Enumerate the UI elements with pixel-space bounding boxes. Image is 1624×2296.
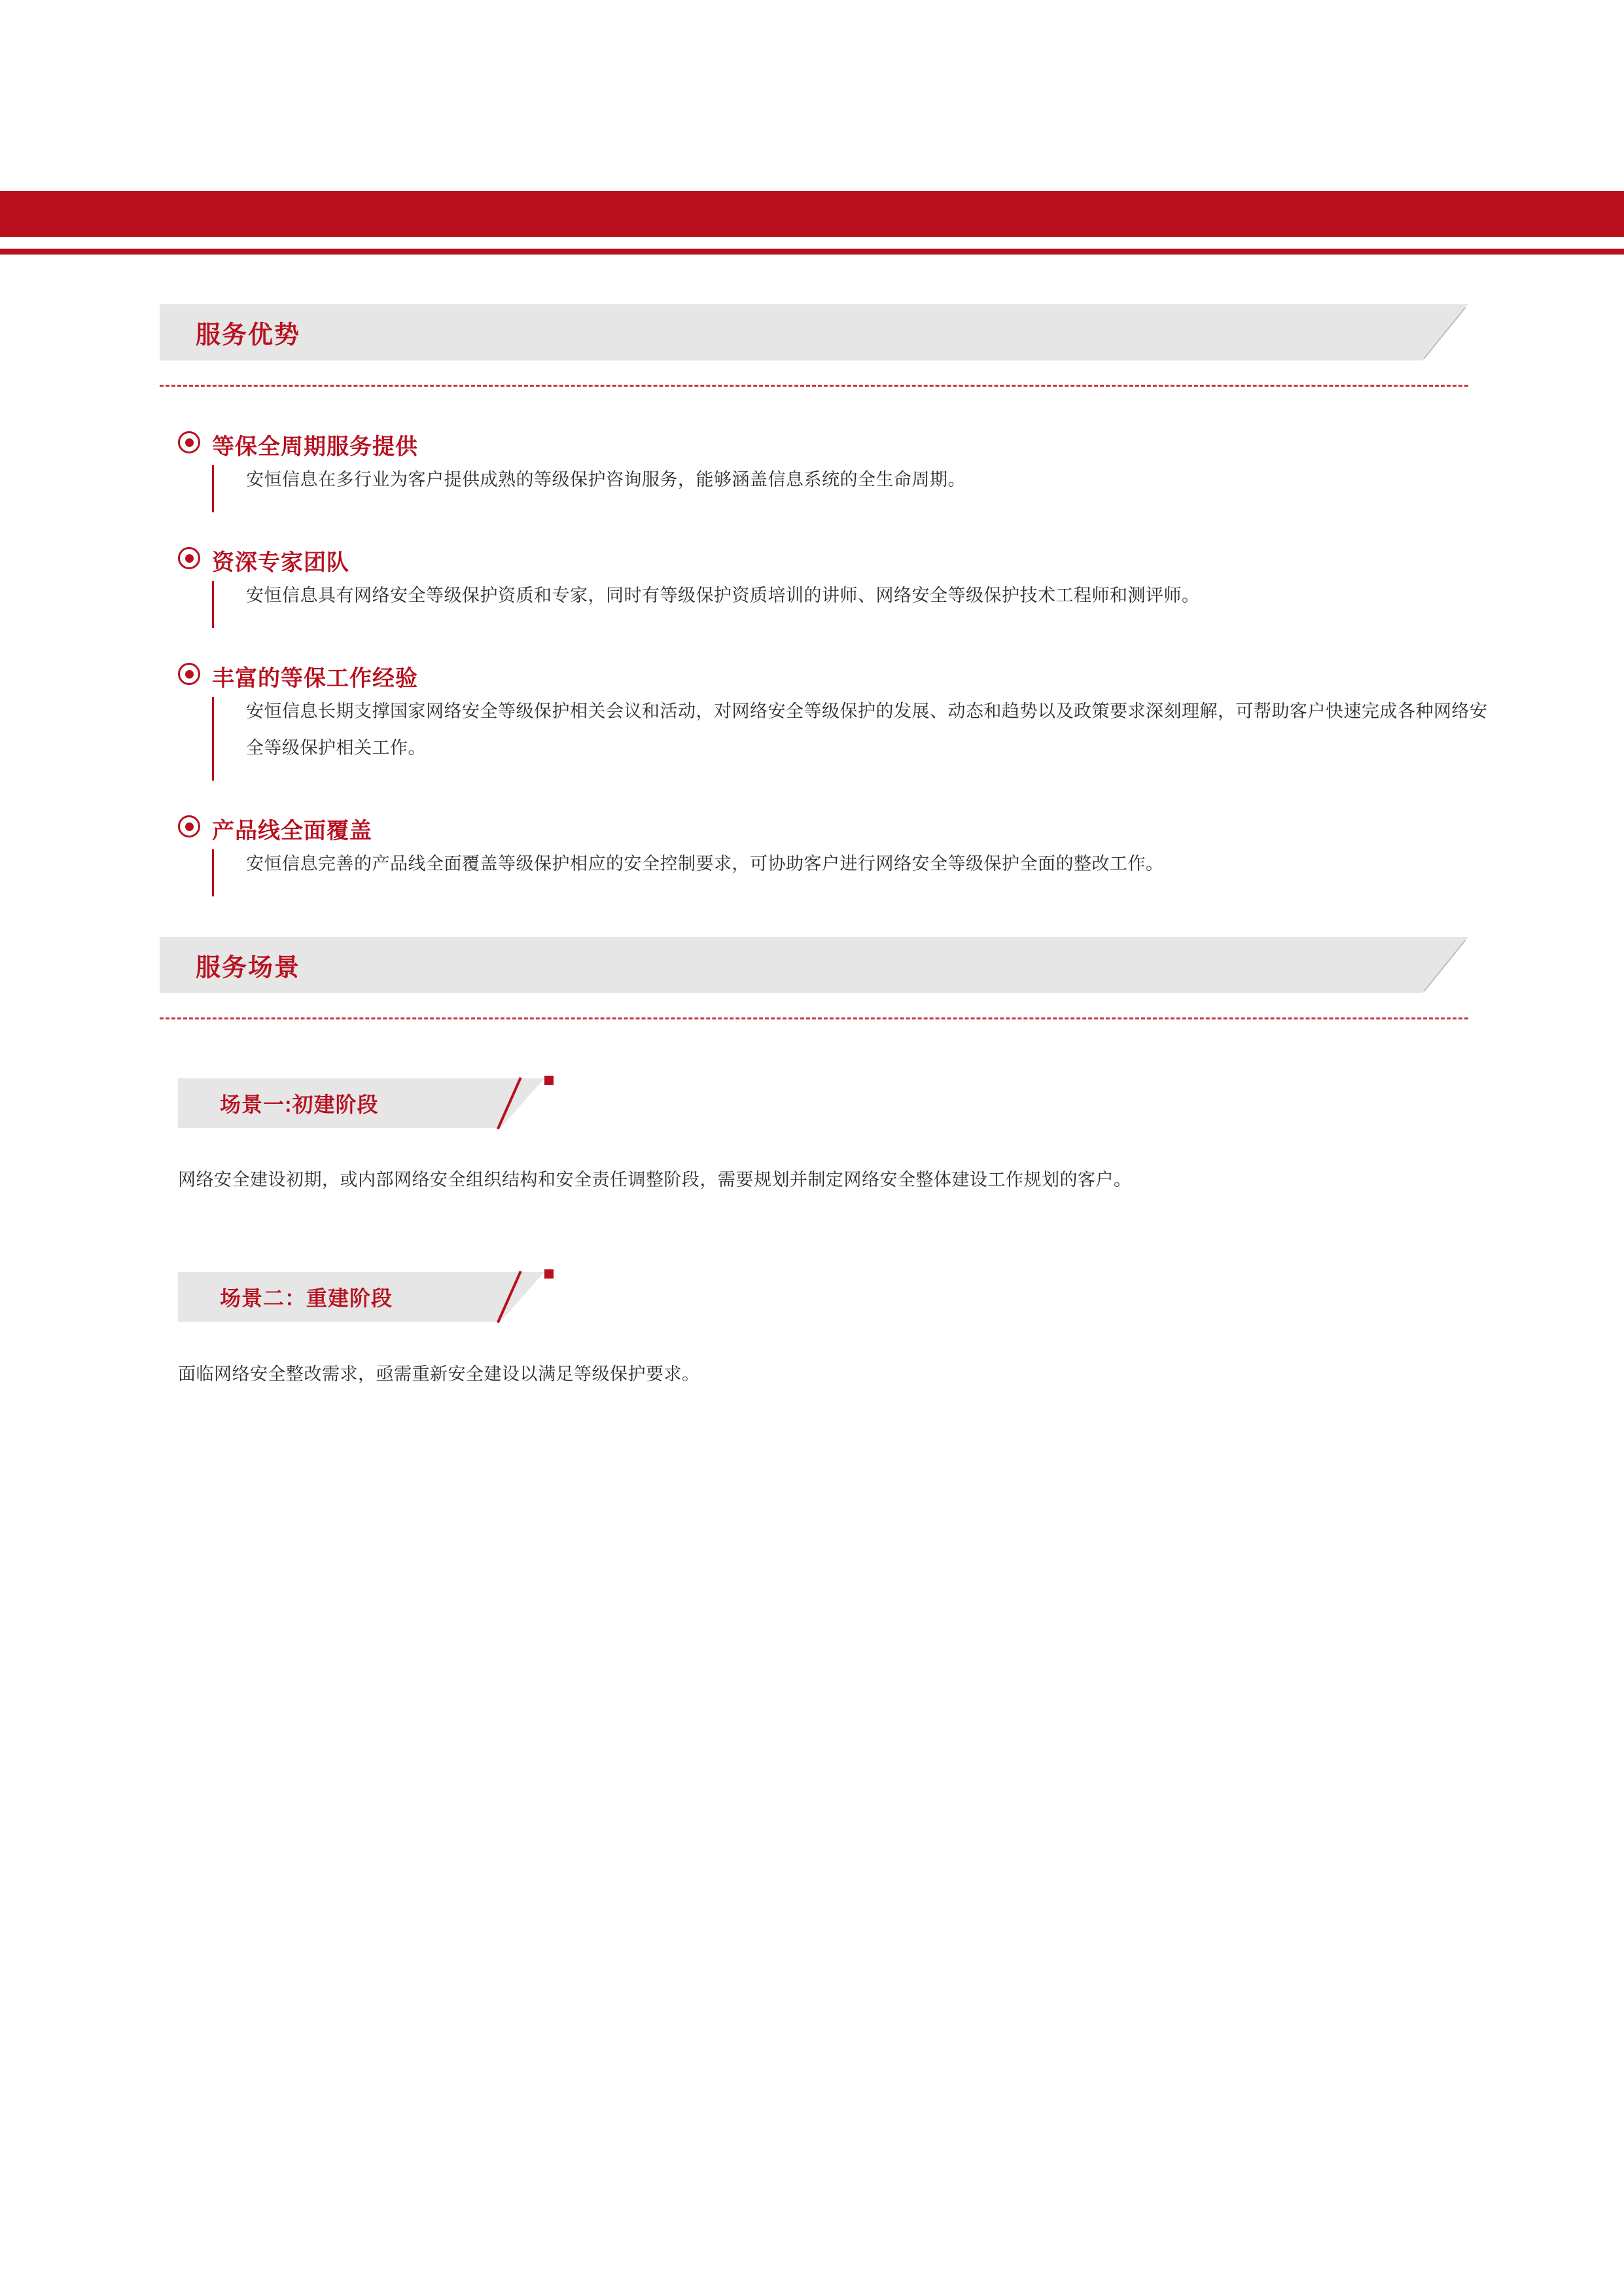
divider-service-scenario (160, 1017, 1468, 1019)
advantage-title: 资深专家团队 (212, 550, 349, 575)
advantage-title: 等保全周期服务提供 (212, 434, 418, 459)
target-icon (178, 663, 200, 685)
advantage-body: 安恒信息完善的产品线全面覆盖等级保护相应的安全控制要求，可协助客户进行网络安全等级保护全面的整改工作。 (246, 854, 1164, 874)
advantage-title: 丰富的等保工作经验 (212, 666, 418, 691)
accent-rule (212, 697, 214, 781)
scenario-tag (178, 1078, 584, 1128)
divider-service-advantage (160, 385, 1468, 387)
section-header-service-scenario (160, 937, 1468, 993)
advantage-body: 安恒信息长期支撑国家网络安全等级保护相关会议和活动，对网络安全等级保护的发展、动态和趋势以及政策要求深刻理解，可帮助客户快速完成各种网络安全等级保护相关工作。 (246, 701, 1488, 758)
section-title: 服务优势 (196, 321, 301, 349)
header-band-thin (0, 249, 1624, 255)
header-band-thick (0, 191, 1624, 237)
accent-rule (212, 849, 214, 896)
section-title: 服务场景 (196, 954, 301, 982)
scenario-body: 面临网络安全整改需求，亟需重新安全建设以满足等级保护要求。 (178, 1364, 700, 1384)
target-icon (178, 815, 200, 838)
accent-rule (212, 581, 214, 628)
accent-rule (212, 465, 214, 512)
scenario-tag-label: 场景一:初建阶段 (220, 1093, 379, 1116)
scenario-tag-dot (544, 1076, 554, 1085)
scenario-tag-dot (544, 1269, 554, 1279)
scenario-body: 网络安全建设初期，或内部网络安全组织结构和安全责任调整阶段，需要规划并制定网络安全整体建设工作规划的客户。 (178, 1170, 1132, 1190)
advantage-title: 产品线全面覆盖 (212, 819, 372, 843)
target-icon (178, 431, 200, 453)
advantage-body: 安恒信息在多行业为客户提供成熟的等级保护咨询服务，能够涵盖信息系统的全生命周期。 (246, 470, 966, 489)
target-icon (178, 547, 200, 569)
section-header-service-advantage (160, 304, 1468, 361)
advantage-body: 安恒信息具有网络安全等级保护资质和专家，同时有等级保护资质培训的讲师、网络安全等级保护技术工程师和测评师。 (246, 586, 1200, 605)
scenario-tag-label: 场景二：重建阶段 (220, 1286, 393, 1310)
scenario-tag (178, 1272, 584, 1322)
